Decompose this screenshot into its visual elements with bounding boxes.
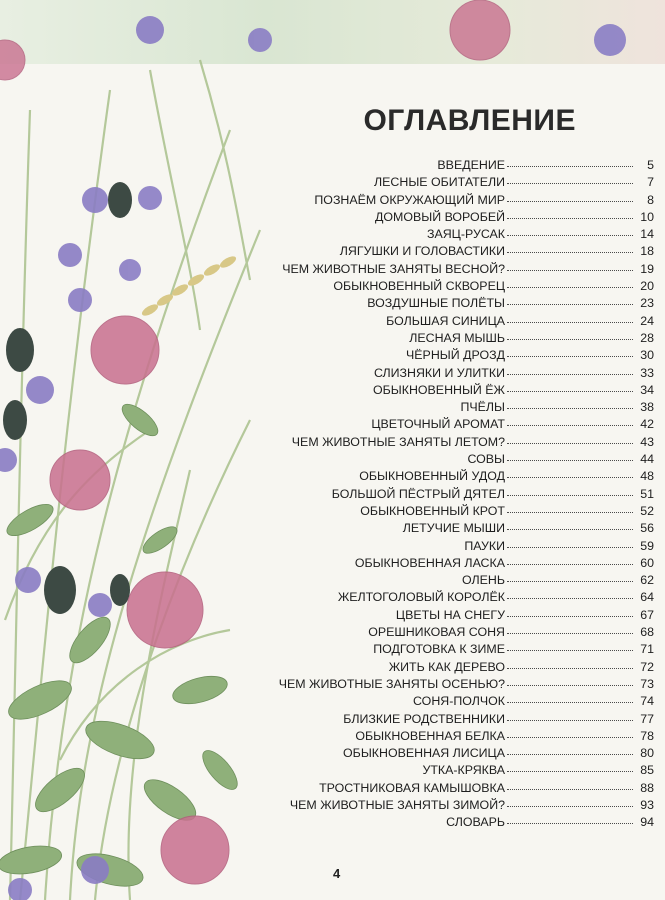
toc-entry-page: 18	[640, 244, 654, 259]
toc-entry	[268, 331, 654, 348]
toc-entry	[268, 193, 654, 210]
page-title: ОГЛАВЛЕНИЕ	[363, 104, 576, 137]
dot-leader	[507, 528, 633, 530]
toc-entry-label-wrap	[268, 573, 505, 587]
toc-entry-label-wrap	[268, 435, 505, 449]
toc-entry-label: ОБЫКНОВЕННЫЙ СКВОРЕЦ	[333, 279, 505, 294]
toc-entry-label-wrap	[268, 331, 505, 345]
toc-entry-page: 10	[640, 209, 654, 224]
toc-entry	[268, 314, 654, 331]
toc-entry-page: 14	[640, 227, 654, 242]
dot-leader	[507, 234, 633, 236]
toc-entry-label-wrap	[268, 314, 505, 328]
toc-entry	[268, 262, 654, 279]
toc-entry	[268, 573, 654, 590]
toc-entry-label: СЛОВАРЬ	[446, 815, 505, 830]
toc-entry-page: 73	[640, 676, 654, 691]
toc-entry-label: ЛЯГУШКИ И ГОЛОВАСТИКИ	[339, 244, 505, 259]
dot-leader	[507, 476, 633, 478]
dot-leader	[507, 217, 633, 219]
toc-entry	[268, 539, 654, 556]
toc-entry-label-wrap	[268, 487, 505, 501]
toc-entry-page: 8	[647, 192, 654, 207]
toc-entry-page: 33	[640, 365, 654, 380]
toc-entry-label: ЖИТЬ КАК ДЕРЕВО	[388, 659, 505, 674]
toc-entry-page: 80	[640, 746, 654, 761]
toc-entry	[268, 677, 654, 694]
toc-entry	[268, 660, 654, 677]
toc-entry-label: СОНЯ-ПОЛЧОК	[413, 694, 505, 709]
toc-entry-label: ВОЗДУШНЫЕ ПОЛЁТЫ	[367, 296, 505, 311]
toc-entry-label: ЧЕМ ЖИВОТНЫЕ ЗАНЯТЫ ЗИМОЙ?	[289, 797, 505, 812]
dot-leader	[507, 390, 633, 392]
dot-leader	[507, 373, 633, 375]
toc-entry-page: 71	[640, 642, 654, 657]
toc-entry-label-wrap	[268, 539, 505, 553]
toc-entry-label-wrap	[268, 383, 505, 397]
toc-entry-page: 20	[640, 279, 654, 294]
toc-entry-label: БЛИЗКИЕ РОДСТВЕННИКИ	[343, 711, 505, 726]
dot-leader	[507, 200, 633, 202]
toc-entry-label: ЖЕЛТОГОЛОВЫЙ КОРОЛЁК	[337, 590, 505, 605]
toc-entry-page: 67	[640, 607, 654, 622]
toc-entry	[268, 521, 654, 538]
dot-leader	[507, 649, 633, 651]
toc-entry-label: ЧЕМ ЖИВОТНЫЕ ЗАНЯТЫ ЛЕТОМ?	[291, 434, 505, 449]
dot-leader	[507, 563, 633, 565]
toc-entry-label: ЧЕМ ЖИВОТНЫЕ ЗАНЯТЫ ВЕСНОЙ?	[282, 261, 505, 276]
page-number: 4	[333, 866, 341, 881]
toc-entry-label-wrap	[268, 746, 505, 760]
dot-leader	[507, 424, 633, 426]
toc-entry	[268, 487, 654, 504]
toc-entry	[268, 642, 654, 659]
toc-entry-label: ЧЕМ ЖИВОТНЫЕ ЗАНЯТЫ ОСЕНЬЮ?	[278, 676, 505, 691]
toc-entry	[268, 296, 654, 313]
dot-leader	[507, 822, 633, 824]
toc-entry-label: ПЧЁЛЫ	[460, 400, 505, 415]
toc-entry-label-wrap	[268, 279, 505, 293]
dot-leader	[507, 701, 633, 703]
toc-entry-label-wrap	[268, 469, 505, 483]
toc-entry-label-wrap	[268, 556, 505, 570]
toc-entry-label-wrap	[268, 590, 505, 604]
toc-entry-page: 74	[640, 694, 654, 709]
toc-entry-page: 64	[640, 590, 654, 605]
toc-entry-page: 94	[640, 815, 654, 830]
dot-leader	[507, 182, 633, 184]
toc-entry-page: 28	[640, 330, 654, 345]
toc-entry-page: 62	[640, 573, 654, 588]
toc-entry-label: ЗАЯЦ-РУСАК	[426, 227, 505, 242]
toc-entry	[268, 798, 654, 815]
toc-entry-label-wrap	[268, 400, 505, 414]
toc-entry-page: 88	[640, 780, 654, 795]
toc-entry-page: 60	[640, 555, 654, 570]
toc-entry-label-wrap	[268, 296, 505, 310]
dot-leader	[507, 770, 633, 772]
dot-leader	[507, 165, 633, 167]
toc-entry-label-wrap	[268, 175, 505, 189]
toc-entry-page: 72	[640, 659, 654, 674]
toc-entry-label-wrap	[268, 781, 505, 795]
toc-entry-label-wrap	[268, 158, 505, 172]
toc-entry-page: 85	[640, 763, 654, 778]
toc-entry-label: ОБЫКНОВЕННЫЙ УДОД	[359, 469, 505, 484]
toc-entry-label-wrap	[268, 608, 505, 622]
toc-entry-page: 43	[640, 434, 654, 449]
dot-leader	[507, 580, 633, 582]
toc-entry-label: ЧЁРНЫЙ ДРОЗД	[406, 348, 505, 363]
dot-leader	[507, 321, 633, 323]
dot-leader	[507, 684, 633, 686]
dot-leader	[507, 511, 633, 513]
toc-entry-label: ОРЕШНИКОВАЯ СОНЯ	[368, 625, 505, 640]
toc-entry-label-wrap	[268, 504, 505, 518]
toc-entry	[268, 781, 654, 798]
dot-leader	[507, 251, 633, 253]
toc-entry-page: 93	[640, 797, 654, 812]
toc-entry	[268, 227, 654, 244]
toc-entry-label: ЦВЕТОЧНЫЙ АРОМАТ	[371, 417, 505, 432]
dot-leader	[507, 442, 633, 444]
toc-entry	[268, 452, 654, 469]
toc-entry	[268, 469, 654, 486]
dot-leader	[507, 303, 633, 305]
toc-entry-page: 59	[640, 538, 654, 553]
toc-entry	[268, 175, 654, 192]
toc-entry-page: 51	[640, 486, 654, 501]
toc-entry-label: БОЛЬШОЙ ПЁСТРЫЙ ДЯТЕЛ	[331, 486, 505, 501]
dot-leader	[507, 753, 633, 755]
dot-leader	[507, 667, 633, 669]
toc-entry-page: 24	[640, 313, 654, 328]
toc-entry-page: 7	[647, 175, 654, 190]
toc-entry-label: ЛЕТУЧИЕ МЫШИ	[402, 521, 505, 536]
toc-entry-label: ДОМОВЫЙ ВОРОБЕЙ	[375, 209, 505, 224]
toc-entry	[268, 608, 654, 625]
toc-entry	[268, 504, 654, 521]
toc-entry-label: БОЛЬШАЯ СИНИЦА	[386, 313, 505, 328]
toc-entry	[268, 815, 654, 832]
toc-entry-page: 34	[640, 382, 654, 397]
toc-entry-page: 77	[640, 711, 654, 726]
toc-entry-label-wrap	[268, 366, 505, 380]
toc-entry-label-wrap	[268, 815, 505, 829]
dot-leader	[507, 597, 633, 599]
toc-entry	[268, 279, 654, 296]
toc-entry	[268, 435, 654, 452]
toc-entry-label-wrap	[268, 625, 505, 639]
dot-leader	[507, 546, 633, 548]
toc-entry-label-wrap	[268, 227, 505, 241]
toc-entry-label: ОБЫКНОВЕННАЯ БЕЛКА	[355, 728, 505, 743]
toc-entry-label: СЛИЗНЯКИ И УЛИТКИ	[373, 365, 505, 380]
toc-entry-page: 68	[640, 625, 654, 640]
toc-entry-page: 19	[640, 261, 654, 276]
toc-entry-label-wrap	[268, 642, 505, 656]
toc-entry	[268, 366, 654, 383]
toc-entry-label-wrap	[268, 262, 505, 276]
toc-entry-label: СОВЫ	[467, 452, 505, 467]
toc-entry-label: ЦВЕТЫ НА СНЕГУ	[395, 607, 505, 622]
toc-entry-label: ОЛЕНЬ	[462, 573, 505, 588]
toc-entry-label: ЛЕСНЫЕ ОБИТАТЕЛИ	[374, 175, 505, 190]
toc-entry-page: 44	[640, 452, 654, 467]
toc-entry-label-wrap	[268, 694, 505, 708]
toc-entry-label: ЛЕСНАЯ МЫШЬ	[409, 330, 505, 345]
toc-entry-label-wrap	[268, 417, 505, 431]
toc-entry-label-wrap	[268, 452, 505, 466]
toc-entry-page: 38	[640, 400, 654, 415]
toc-entry-label-wrap	[268, 521, 505, 535]
toc-entry	[268, 400, 654, 417]
toc-entry-label: ВВЕДЕНИЕ	[437, 158, 505, 172]
dot-leader	[507, 407, 633, 409]
toc-entry	[268, 746, 654, 763]
toc-entry-page: 42	[640, 417, 654, 432]
toc-entry-label: УТКА-КРЯКВА	[422, 763, 505, 778]
toc-entry-label-wrap	[268, 729, 505, 743]
toc-entry-label: ОБЫКНОВЕННЫЙ КРОТ	[360, 503, 505, 518]
toc-entry	[268, 348, 654, 365]
dot-leader	[507, 338, 633, 340]
toc-entry-page: 52	[640, 503, 654, 518]
dot-leader	[507, 805, 633, 807]
toc-entry	[268, 556, 654, 573]
toc-entry-label-wrap	[268, 763, 505, 777]
dot-leader	[507, 355, 633, 357]
toc-entry-label-wrap	[268, 660, 505, 674]
dot-leader	[507, 269, 633, 271]
toc-entry-page: 30	[640, 348, 654, 363]
toc-entry-label-wrap	[268, 348, 505, 362]
toc-entry	[268, 590, 654, 607]
table-of-contents	[268, 158, 654, 833]
toc-entry	[268, 625, 654, 642]
toc-entry-label-wrap	[268, 677, 505, 691]
toc-entry-label-wrap	[268, 798, 505, 812]
toc-entry	[268, 383, 654, 400]
toc-entry-page: 23	[640, 296, 654, 311]
dot-leader	[507, 788, 633, 790]
toc-entry	[268, 158, 654, 175]
toc-entry	[268, 729, 654, 746]
toc-entry-label: ОБЫКНОВЕННАЯ ЛАСКА	[354, 555, 505, 570]
toc-entry	[268, 763, 654, 780]
toc-entry	[268, 244, 654, 261]
toc-entry-page: 78	[640, 728, 654, 743]
dot-leader	[507, 615, 633, 617]
toc-entry-label: ОБЫКНОВЕННЫЙ ЁЖ	[373, 382, 505, 397]
toc-entry-label: ТРОСТНИКОВАЯ КАМЫШОВКА	[319, 780, 505, 795]
toc-entry-label-wrap	[268, 193, 505, 207]
toc-entry-page: 48	[640, 469, 654, 484]
toc-entry-page: 56	[640, 521, 654, 536]
dot-leader	[507, 736, 633, 738]
toc-entry	[268, 210, 654, 227]
toc-entry	[268, 417, 654, 434]
toc-entry-page: 5	[647, 158, 654, 172]
dot-leader	[507, 632, 633, 634]
toc-entry	[268, 694, 654, 711]
toc-entry-label: ПАУКИ	[464, 538, 505, 553]
toc-entry-label-wrap	[268, 244, 505, 258]
toc-entry-label: ПОЗНАЁМ ОКРУЖАЮЩИЙ МИР	[314, 192, 505, 207]
toc-entry-label-wrap	[268, 210, 505, 224]
toc-entry-label-wrap	[268, 712, 505, 726]
toc-entry-label: ПОДГОТОВКА К ЗИМЕ	[373, 642, 505, 657]
toc-entry	[268, 712, 654, 729]
dot-leader	[507, 459, 633, 461]
toc-entry-label: ОБЫКНОВЕННАЯ ЛИСИЦА	[343, 746, 505, 761]
dot-leader	[507, 286, 633, 288]
dot-leader	[507, 719, 633, 721]
dot-leader	[507, 494, 633, 496]
